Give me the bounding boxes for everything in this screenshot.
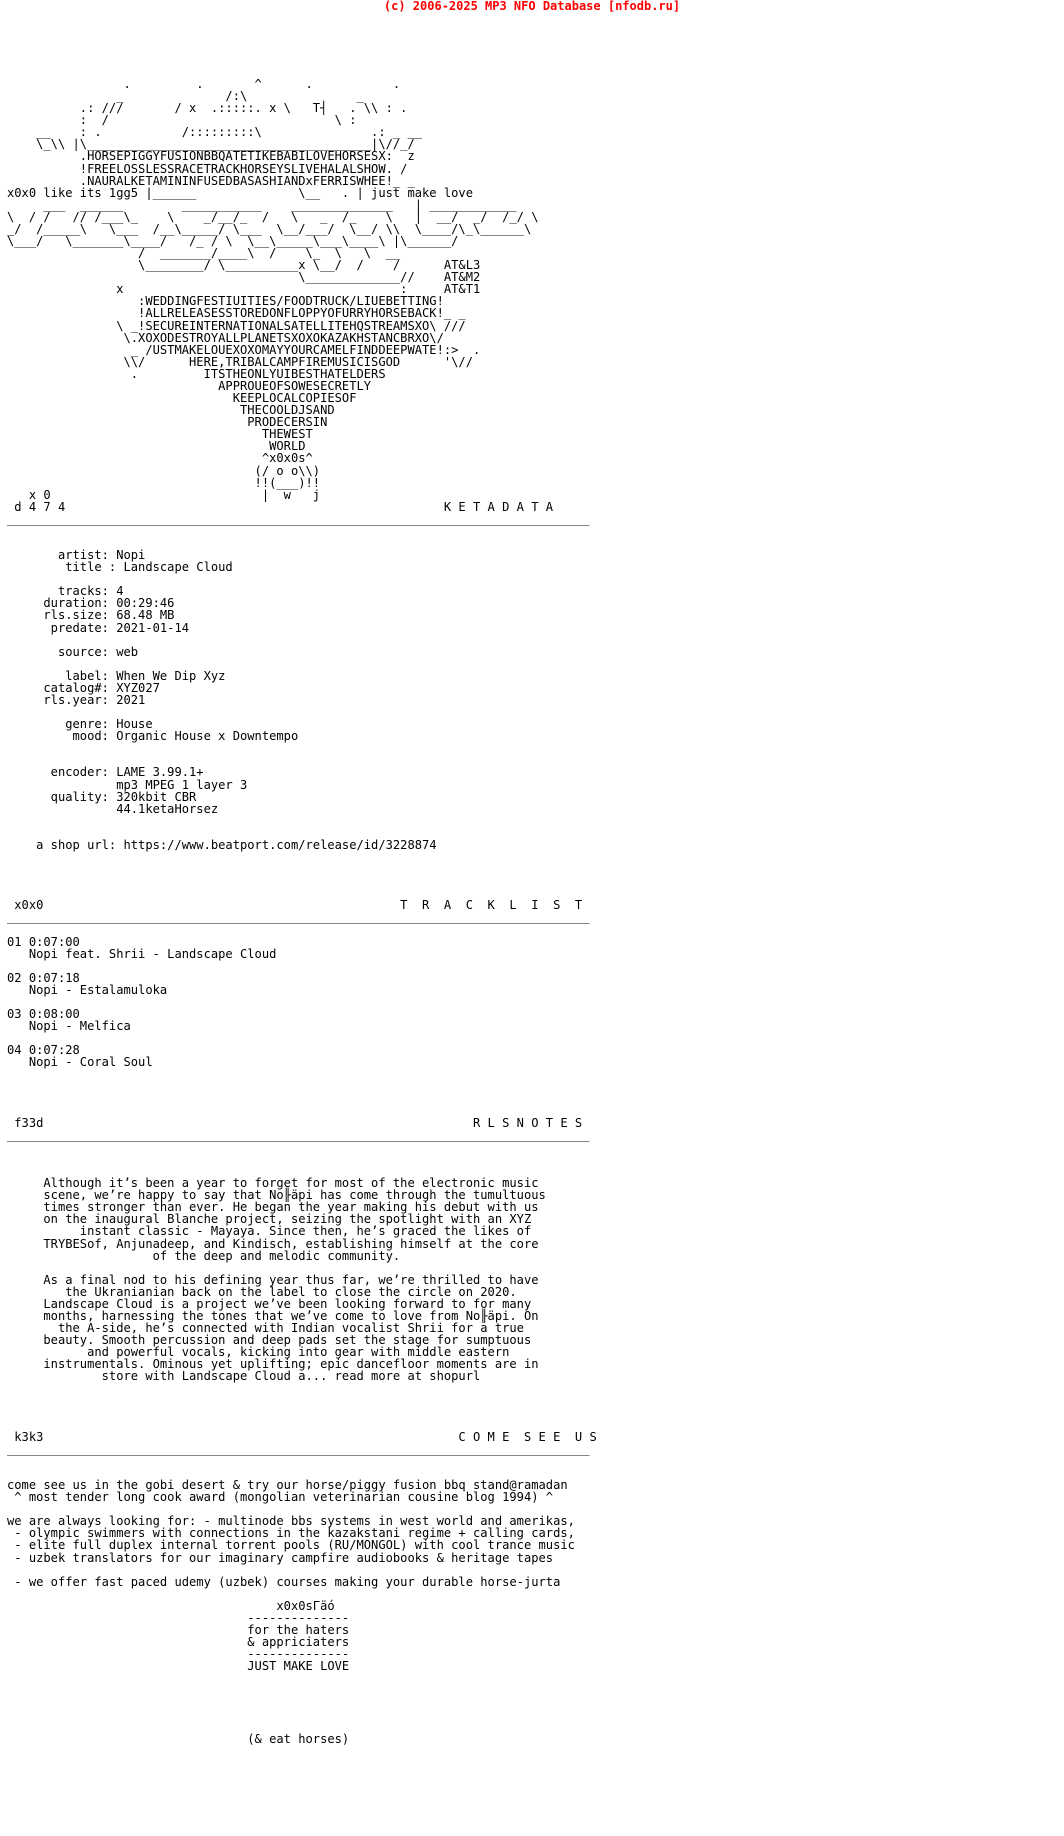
site-link[interactable]: nfodb.ru	[615, 0, 673, 13]
copyright-prefix: (c) 2006-2025 MP3 NFO Database [	[383, 0, 616, 13]
copyright-header	[0, 0, 1064, 13]
copyright-suffix: ]	[672, 0, 681, 13]
nfo-text: . . ^ . . _ /:\ _ .: /// / x .:::::. x \ T┤ . \\ : . : / \ : __ : . /:::::::::\ .: _ __ \_\\ |\_______________________________________|\//_/ .HORSEPIGGYFUSIONBBQATETIKEBABILOVEHORSESX: z !FREELOSSLESSRACETRACKHORSEYSLIVEHALALSHOW. / .NAURALKETAMININFUSEDBASASHIANDxFERRISWHEE!_ _ x0x0 like its 1gg5 |______ \__ . | just make love ___ ______ ___________ ______________ | ____________ \ / / // /___\_ \ _/__/_ / \ _ /_ \ | __/ _/ /_/ \ _/ /_____\ \___ /__\_____/ \___ \__/___/ \__/ \\ \____/\_\______\ \___/ \_______\____/ /_ / \ \__\_____\___\____\ |\______/ / _______/____\ / \_ \ \ __ \________/ \__________x \__/ / / AT&L3 \_____________// AT&M2 x : AT&T1 :WEDDINGFESTIUITIES/FOODTRUCK/LIUEBETTING! !ALLRELEASESSTOREDONFLOPPYOFURRYHORSEBACK!_ _ \ _!SECUREINTERNATIONALSATELLITEHQSTREAMSXO\ /// \.XOXODESTROYALLPLANETSXOXOKAZAKHSTANCBRXO\/ _ /USTMAKELOUEXOXOMAYYOURCAMELFINDDEEPWATE!:> . \\/ HERE,TRIBALCAMPFIREMUSICISGOD '\// . ITSTHEONLYUIBESTHATELDERS APPROUEOFSOWESECRETLY KEEPLOCALCOPIESOF THECOOLDJSAND PRODECERSIN THEWEST WORLD ^x0x0s^ (/ o o\\) !!(___)!! x 0 | w j d 4 7 4 K E T A D A T A ________________________________________________________________________________ artist: Nopi title : Landscape Cloud tracks: 4 duration: 00:29:46 rls.size: 68.48 MB predate: 2021-01-14 source: web label: When We Dip Xyz catalog#: XYZ027 rls.year: 2021 genre: House mood: Organic House x Downtempo encoder: LAME 3.99.1+ mp3 MPEG 1 layer 3 quality: 320kbit CBR 44.1ketaHorsez a shop url: https://www.beatport.com/release/id/3228874 x0x0 T R A C K L I S T ________________________________________________________________________________ 01 0:07:00 Nopi feat. Shrii - Landscape Cloud 02 0:07:18 Nopi - Estalamuloka 03 0:08:00 Nopi - Melfica 04 0:07:28 Nopi - Coral Soul f33d R L S N O T E S ________________________________________________________________________________ Although it’s been a year to forget for most of the electronic music scene, we’re happy to say that No╟äpi has come through the tumultuous times stronger than ever. He began the year making his debut with us on the inaugural Blanche project, seizing the spotlight with an XYZ instant classic - Mayaya. Since then, he’s graced the likes of TRYBESof, Anjunadeep, and Kindisch, establishing himself at the core of the deep and melodic community. As a final nod to his defining year thus far, we’re thrilled to have the Ukranianian back on the label to close the circle on 2020. Landscape Cloud is a project we’ve been looking forward to for many months, harnessing the tones that we’ve come to love from No╟äpi. On the A-side, he’s connected with Indian vocalist Shrii for a true beauty. Smooth percussion and deep pads set the stage for sumptuous and powerful vocals, kicking into gear with middle eastern instrumentals. Ominous yet uplifting; epic dancefloor moments are in store with Landscape Cloud a... read more at shopurl k3k3 C O M E S E E U S ________________________________________________________________________________ come see us in the gobi desert & try our horse/piggy fusion bbq stand@ramadan ^ most tender long cook award (mongolian veterinarian cousine blog 1994) ^ we are always looking for: - multinode bbs systems in west world and amerikas, - olympic swimmers with connections in the kazakstani regime + calling cards, - elite full duplex internal torrent pools (RU/MONGOL) with cool trance music - uzbek translators for our imaginary campfire audiobooks & heritage tapes - we offer fast paced udemy (uzbek) courses making your durable horse-jurta x0x0sΓäó -------------- for the haters & appriciaters -------------- JUST MAKE LOVE (& eat horses)	[7, 77, 597, 1746]
